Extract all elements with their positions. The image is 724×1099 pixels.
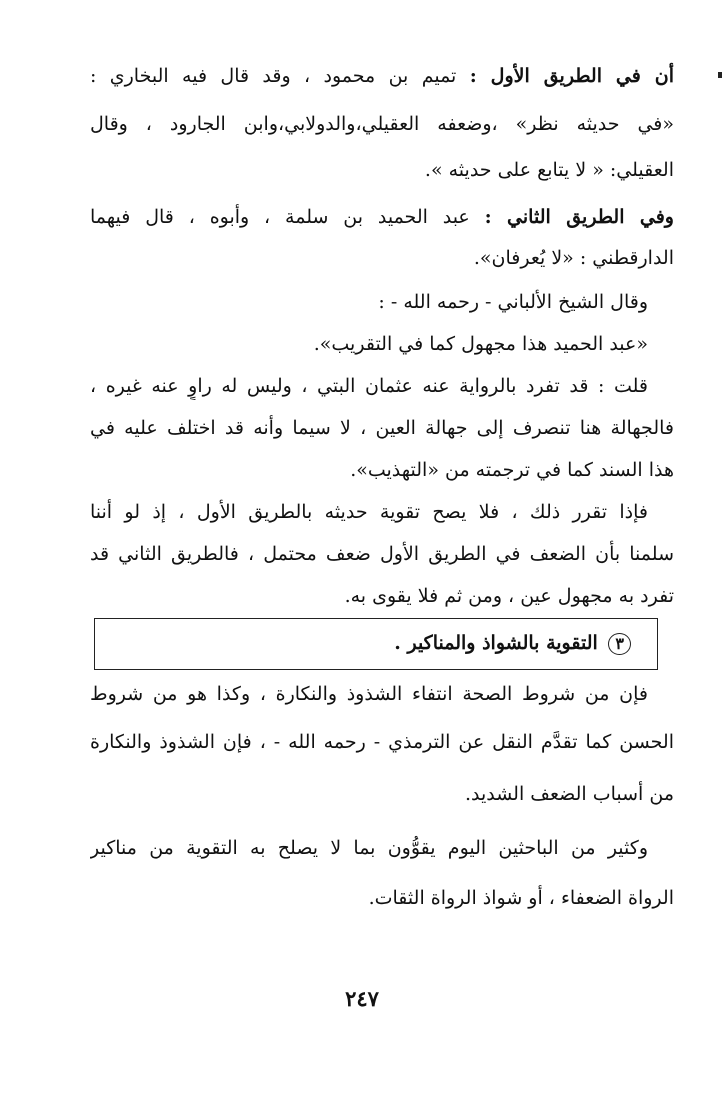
section-number: ٣ bbox=[608, 633, 631, 655]
text-line: سلمنا بأن الضعف في الطريق الأول ضعف محتمل ، فالطريق الثاني قد bbox=[90, 543, 674, 565]
text-line: وقال الشيخ الألباني - رحمه الله - : bbox=[378, 291, 648, 313]
text-line: وكثير من الباحثين اليوم يقوُّون بما لا يصلح به التقوية من مناكير bbox=[90, 837, 648, 859]
text-line: أن في الطريق الأول : تميم بن محمود ، وقد قال فيه البخاري : bbox=[90, 65, 674, 87]
text-line: فإذا تقرر ذلك ، فلا يصح تقوية حديثه بالطريق الأول ، إذ لو أننا bbox=[90, 501, 648, 523]
text-line: من أسباب الضعف الشديد. bbox=[464, 783, 674, 805]
text-line: «في حديثه نظر» ،وضعفه العقيلي،والدولابي،وابن الجارود ، وقال bbox=[90, 113, 674, 135]
page-number: ٢٤٧ bbox=[345, 986, 379, 1011]
text-line: فإن من شروط الصحة انتفاء الشذوذ والنكارة ، وكذا هو من شروط bbox=[90, 683, 648, 705]
text-line: هذا السند كما في ترجمته من «التهذيب». bbox=[350, 459, 674, 481]
text-line: «عبد الحميد هذا مجهول كما في التقريب». bbox=[313, 333, 648, 355]
page-body bbox=[90, 52, 674, 1052]
text-line: الرواة الضعفاء ، أو شواذ الرواة الثقات. bbox=[368, 887, 674, 909]
text-line: قلت : قد تفرد بالرواية عنه عثمان البتي ، وليس له راوٍ عنه غيره ، bbox=[90, 375, 648, 397]
text-line: فالجهالة هنا تنصرف إلى جهالة العين ، لا سيما وأنه قد اختلف عليه في bbox=[90, 417, 674, 439]
text-line: الدارقطني : «لا يُعرفان». bbox=[473, 247, 674, 269]
text-line: العقيلي: « لا يتابع على حديثه ». bbox=[424, 159, 674, 181]
section-title: التقوية بالشواذ والمناكير . bbox=[394, 632, 598, 654]
text-line: وفي الطريق الثاني : عبد الحميد بن سلمة ، وأبوه ، قال فيهما bbox=[90, 206, 674, 228]
section-heading-box bbox=[94, 618, 658, 670]
margin-mark bbox=[718, 72, 722, 78]
text-line: الحسن كما تقدَّم النقل عن الترمذي - رحمه الله - ، فإن الشذوذ والنكارة bbox=[90, 731, 674, 753]
text-line: تفرد به مجهول عين ، ومن ثم فلا يقوى به. bbox=[344, 585, 674, 607]
section-heading bbox=[394, 629, 631, 657]
